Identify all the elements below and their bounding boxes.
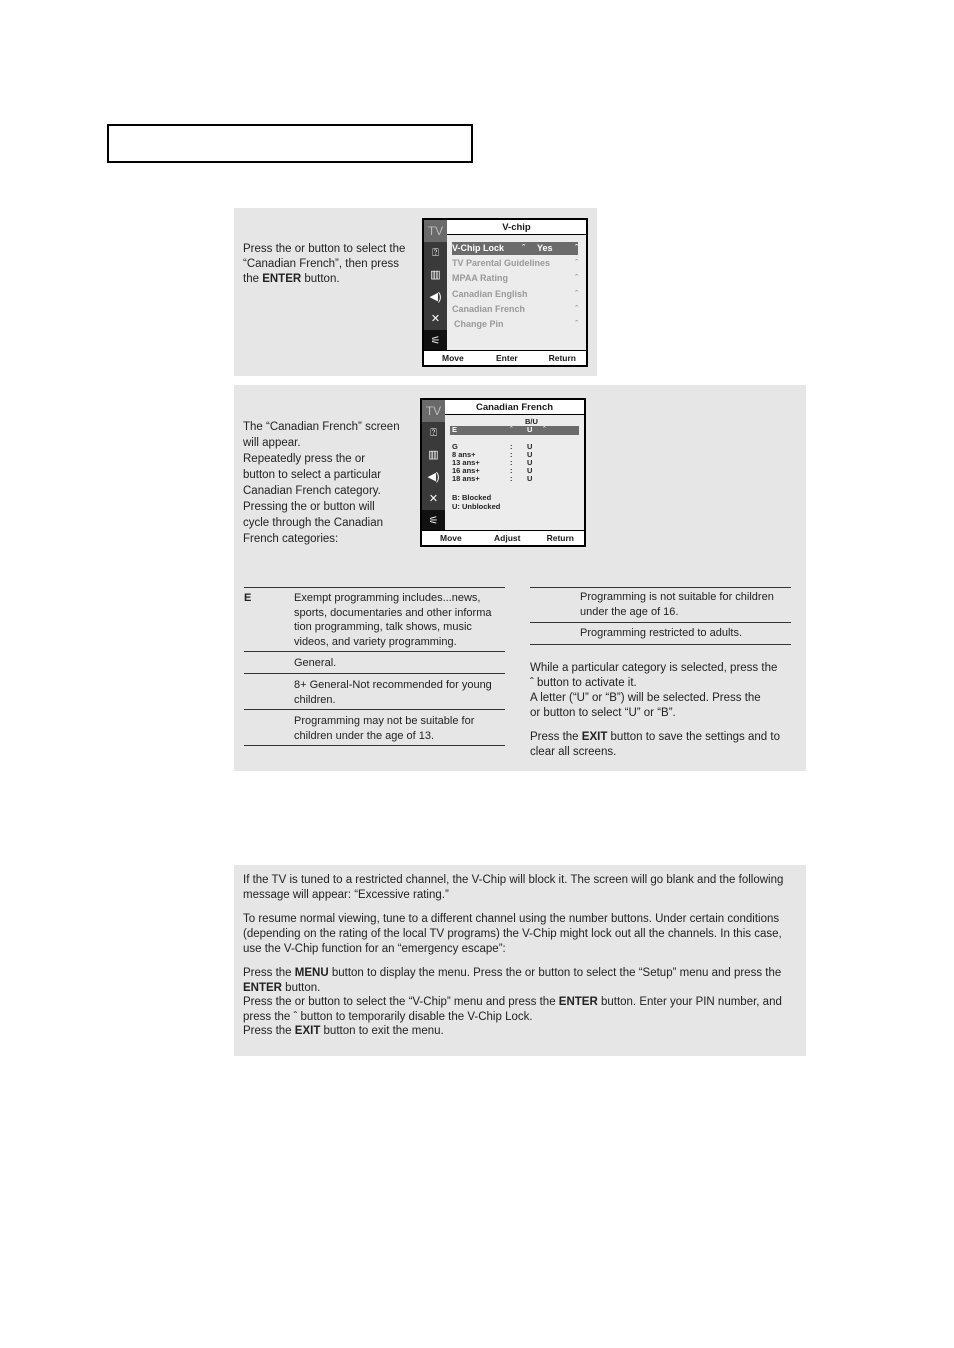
footer-move: Move bbox=[440, 533, 462, 543]
ratings-table-left bbox=[244, 587, 505, 746]
sound-icon: ◀) bbox=[427, 471, 440, 483]
footer-enter: Enter bbox=[496, 353, 518, 363]
rating-row: Programming restricted to adults. bbox=[530, 623, 791, 645]
ratings-table-right bbox=[530, 587, 791, 645]
rating-row: Programming is not suitable for children under the age of 16. bbox=[530, 588, 791, 623]
rating-row: Programming may not be suitable for children under the age of 13. bbox=[244, 710, 505, 746]
cf-row[interactable]: 13 ans+ : U bbox=[452, 458, 533, 467]
sound-icon: ◀) bbox=[429, 291, 442, 303]
note-panel bbox=[234, 865, 806, 1056]
tv-mode-icon: TV bbox=[422, 400, 445, 422]
setup-icon: ⚟ bbox=[424, 330, 447, 352]
cf-body bbox=[445, 415, 584, 530]
setup-icon: ⚟ bbox=[422, 510, 445, 532]
rating-row: E Exempt programming includes...news, sports, documentaries and other informa tion programming, talk shows, music videos, and variety programming. bbox=[244, 588, 505, 652]
menu-item-tv-parental[interactable]: TV Parental Guidelines ˆ bbox=[452, 258, 578, 268]
menu-body bbox=[447, 235, 586, 350]
footer-return: Return bbox=[548, 353, 576, 363]
vchip-menu-screen bbox=[422, 218, 588, 367]
step1-instruction: Press the or button to select the “Canadian French”, then press the ENTER button. bbox=[243, 243, 406, 285]
cf-row[interactable]: 16 ans+ : U bbox=[452, 466, 533, 475]
menu-item-canadian-french[interactable]: Canadian French ˆ bbox=[452, 304, 578, 314]
note-paragraph-4: Press the or button to select the “V-Chip” menu and press the ENTER button. Enter your PIN number, and press the ˆ button to temporarily disable the V-Chip Lock. bbox=[243, 996, 782, 1023]
note-paragraph-5: Press the EXIT button to exit the menu. bbox=[243, 1025, 444, 1037]
input-icon: ⍰ bbox=[430, 427, 437, 439]
menu-title: Canadian French bbox=[445, 400, 584, 415]
step2-instruction: The “Canadian French” screen will appear. Repeatedly press the or button to select a particular Canadian French category. Pressing the or button will cycle through the Canadian French categories: bbox=[243, 421, 400, 545]
note-paragraph-1: If the TV is tuned to a restricted channel, the V-Chip will block it. The screen will go blank and the following message will appear: “Excessive rating.” bbox=[243, 874, 784, 901]
footer-return: Return bbox=[546, 533, 574, 543]
menu-item-change-pin[interactable]: Change Pin ˆ bbox=[454, 319, 578, 329]
tv-mode-icon: TV bbox=[424, 220, 447, 242]
step2-after-text: While a particular category is selected, press the ˆ button to activate it. A letter (“U” or “B”) will be selected. Press the or button to select “U” or “B”. Press the EXIT button to save the settings and to clear all screens. bbox=[530, 662, 780, 758]
channel-icon: ✕ bbox=[430, 313, 441, 325]
picture-icon: ▥ bbox=[430, 269, 441, 281]
menu-item-vchip-lock[interactable]: V-Chip Lock ˆ Yes ˆ bbox=[452, 243, 578, 253]
menu-footer bbox=[424, 350, 586, 365]
rating-row: General. bbox=[244, 652, 505, 674]
footer-adjust: Adjust bbox=[494, 533, 521, 543]
note-paragraph-3: Press the MENU button to display the menu. Press the or button to select the “Setup” menu and press the ENTER button. bbox=[243, 967, 782, 994]
canadian-french-screen bbox=[420, 398, 586, 547]
menu-item-mpaa[interactable]: MPAA Rating ˆ bbox=[452, 273, 578, 283]
menu-title: V-chip bbox=[447, 220, 586, 235]
menu-footer bbox=[422, 530, 584, 545]
menu-sidebar bbox=[422, 400, 445, 530]
input-icon: ⍰ bbox=[432, 247, 439, 259]
legend-blocked: B: Blocked bbox=[452, 493, 492, 502]
step2-panel bbox=[234, 385, 806, 771]
col-header: B/U bbox=[525, 417, 538, 426]
legend-unblocked: U: Unblocked bbox=[452, 502, 501, 511]
cf-row[interactable]: 18 ans+ : U bbox=[452, 474, 533, 483]
menu-item-canadian-english[interactable]: Canadian English ˆ bbox=[452, 289, 578, 299]
step1-panel bbox=[234, 208, 597, 376]
menu-sidebar bbox=[424, 220, 447, 350]
cf-row[interactable]: 8 ans+ : U bbox=[452, 450, 533, 459]
footer-move: Move bbox=[442, 353, 464, 363]
picture-icon: ▥ bbox=[428, 449, 439, 461]
section-header-box bbox=[107, 124, 473, 163]
cf-row[interactable]: G : U bbox=[452, 442, 533, 451]
cf-row-selected[interactable]: E ˆ U ˆ bbox=[450, 426, 579, 435]
note-paragraph-2: To resume normal viewing, tune to a different channel using the number buttons. Under certain conditions (depending on the rating of the local TV programs) the V-Chip might lock out all the channels. In this case, use the V-Chip function for an “emergency escape”: bbox=[243, 913, 782, 955]
rating-row: 8+ General-Not recommended for young children. bbox=[244, 674, 505, 710]
channel-icon: ✕ bbox=[428, 493, 439, 505]
